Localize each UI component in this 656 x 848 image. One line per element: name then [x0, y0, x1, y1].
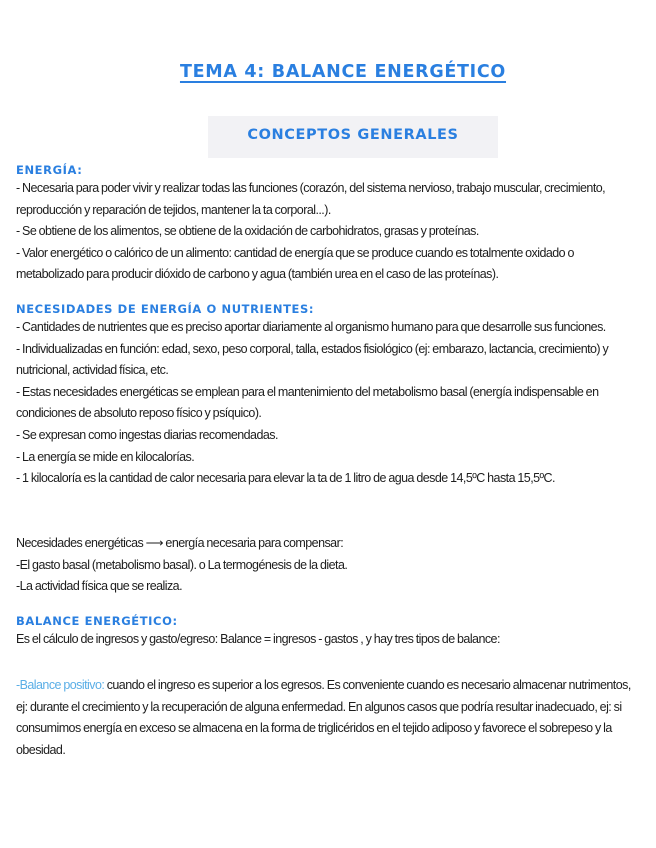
paragraph-line: -La actividad física que se realiza. [16, 579, 182, 594]
balance-positivo-text: cuando el ingreso es superior a los egresos. Es conveniente cuando es necesario almacenar nutrimentos, ej: durante el crecimiento y la recuperación de alguna enfermedad. En algunos casos que podría resultar inadecuado, ej: si consumimos energía en exceso se almacena en la forma de triglicéridos en el tejido adiposo y favorece el sobrepeso y la obesidad. [16, 678, 631, 757]
balance-intro: Es el cálculo de ingresos y gasto/egreso: Balance = ingresos - gastos , y hay tres tipos de balance: [16, 632, 500, 646]
paragraph-line: - Estas necesidades energéticas se emplean para el mantenimiento del metabolismo basal (energía indispensable en condiciones de absoluto reposo físico y psíquico). [16, 384, 599, 421]
section-subtitle: CONCEPTOS GENERALES [247, 127, 459, 143]
paragraph-line: - Valor energético o calórico de un alimento: cantidad de energía que se produce cuando es totalmente oxidado o metabolizado para producir dióxido de carbono y agua (también urea en el caso de las proteínas). [16, 245, 574, 282]
heading-balance: BALANCE ENERGÉTICO: [16, 614, 178, 628]
section-balance [16, 613, 644, 651]
section-energia [16, 162, 644, 286]
section-necesidades [16, 301, 644, 490]
paragraph-line: - 1 kilocaloría es la cantidad de calor necesaria para elevar la ta de 1 litro de agua desde 14,5ºC hasta 15,5ºC. [16, 471, 555, 486]
balance-positivo-paragraph [16, 675, 644, 761]
heading-energia: ENERGÍA: [16, 163, 83, 177]
paragraph-line: - Cantidades de nutrientes que es preciso aportar diariamente al organismo humano para que desarrolle sus funciones. [16, 320, 606, 334]
paragraph-line: - Necesaria para poder vivir y realizar todas las funciones (corazón, del sistema nervioso, trabajo muscular, crecimiento, reproducción y reparación de tejidos, mantener la ta corporal...). [16, 181, 606, 217]
paragraph-line: - Individualizadas en función: edad, sexo, peso corporal, talla, estados fisiológico (ej: embarazo, lactancia, crecimiento) y nutricional, actividad física, etc. [16, 341, 609, 378]
section-balance-positivo [16, 675, 644, 761]
balance-positivo-label: -Balance positivo: [16, 678, 105, 692]
paragraph-line: - Se expresan como ingestas diarias recomendadas. [16, 427, 278, 442]
page-title: TEMA 4: BALANCE ENERGÉTICO [179, 62, 507, 82]
paragraph-line: - Se obtiene de los alimentos, se obtiene de la oxidación de carbohidratos, grasas y proteínas. [16, 224, 479, 239]
section-compensar [16, 533, 644, 598]
paragraph-line: - La energía se mide en kilocalorías. [16, 449, 195, 464]
compensar-intro: Necesidades energéticas ⟶ energía necesaria para compensar: [16, 536, 344, 550]
heading-necesidades: NECESIDADES DE ENERGÍA O NUTRIENTES: [16, 302, 315, 316]
paragraph-line: -El gasto basal (metabolismo basal). o La termogénesis de la dieta. [16, 557, 348, 572]
